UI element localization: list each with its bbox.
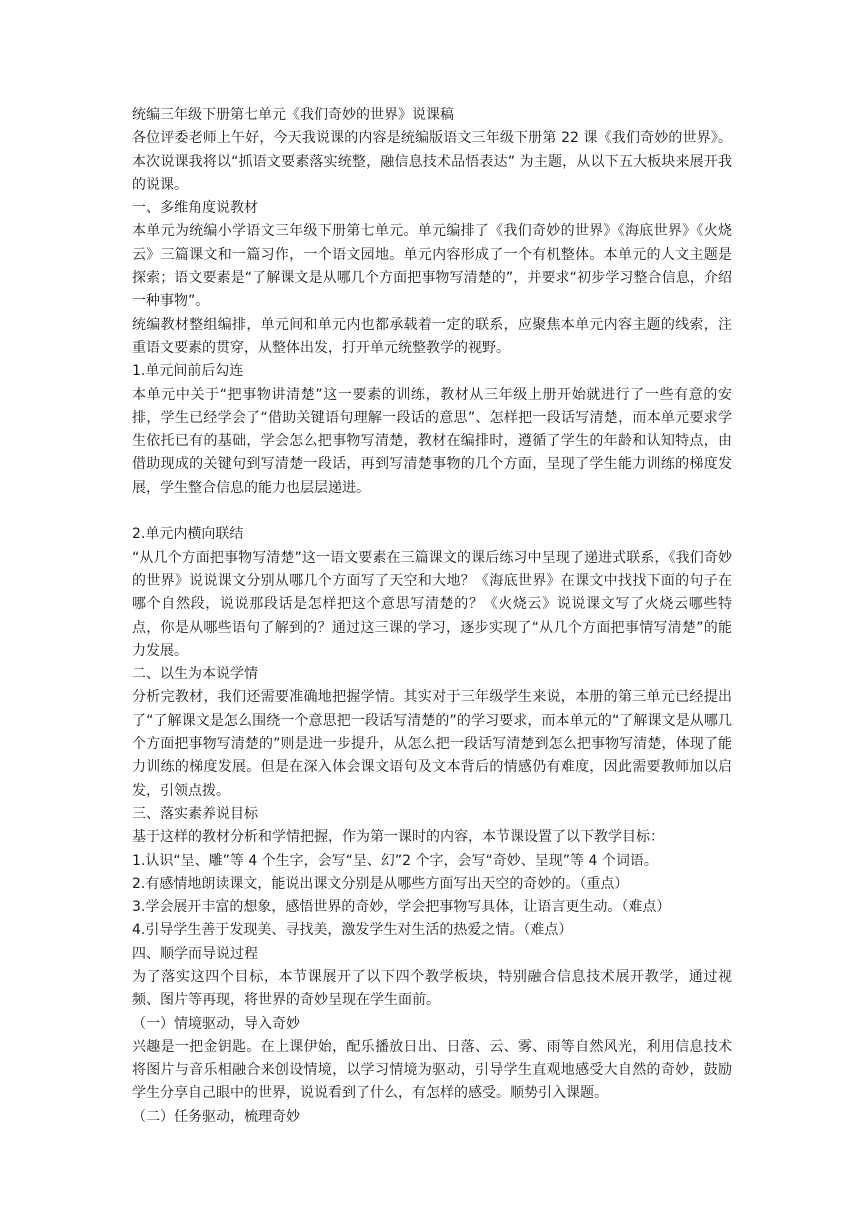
paragraph: 分析完教材，我们还需要准确地把握学情。其实对于三年级学生来说，本册的第三单元已经提出了“了解课文是怎么围绕一个意思把一段话写清楚的”的学习要求，而本单元的“了解课文是从哪几个方面把事物写清楚的”则是进一步提升，从怎么把一段话写清楚到怎么把事物写清楚，体现了能力训练的梯度发展。但是在深入体会课文语句及文本背后的情感仍有难度，因此需要教师加以启发，引领点拨。 <box>132 689 732 799</box>
section-heading-2: 二、以生为本说学情 <box>132 666 258 683</box>
paragraph: 兴趣是一把金钥匙。在上课伊始，配乐播放日出、日落、云、雾、雨等自然风光，利用信息技术将图片与音乐相融合来创设情境，以学习情境为驱动，引导学生直观地感受大自然的奇妙，鼓励学生分享自己眼中的世界，说说看到了什么，有怎样的感受。顺势引入课题。 <box>132 1038 732 1102</box>
section-heading-3: 三、落实素养说目标 <box>132 805 258 822</box>
section-heading-1: 一、多维角度说教材 <box>132 200 258 217</box>
section-heading-4: 四、顺学而导说过程 <box>132 945 258 962</box>
blank-line <box>132 500 732 523</box>
paragraph-intro: 各位评委老师上午好，今天我说课的内容是统编版语文三年级下册第 22 课《我们奇妙的世界》。本次说课我将以“抓语文要素落实统整，融信息技术品悟表达” 为主题，从以下五大板块来展开我的说课。 <box>132 130 732 193</box>
objective-item: 2.有感情地朗读课文，能说出课文分别是从哪些方面写出天空的奇妙的。（重点） <box>132 875 629 892</box>
paragraph: 统编教材整组编排，单元间和单元内也都承载着一定的联系，应聚焦本单元内容主题的线索，注重语文要素的贯穿，从整体出发，打开单元统整教学的视野。 <box>132 316 732 356</box>
objective-item: 3.学会展开丰富的想象，感悟世界的奇妙，学会把事物写具体，让语言更生动。（难点） <box>132 899 671 916</box>
subheading: 2.单元内横向联结 <box>132 526 244 543</box>
subheading: （一）情境驱动，导入奇妙 <box>132 1015 300 1032</box>
subheading: （二）任务驱动，梳理奇妙 <box>132 1108 300 1125</box>
objective-item: 1.认识“呈、雕”等 4 个生字，会写“呈、幻”2 个字，会写“奇妙、呈现”等 4 个词语。 <box>132 852 658 869</box>
objective-item: 4.引导学生善于发现美、寻找美，激发学生对生活的热爱之情。（难点） <box>132 922 573 939</box>
subheading: 1.单元间前后勾连 <box>132 363 244 380</box>
document-title: 统编三年级下册第七单元《我们奇妙的世界》说课稿 <box>132 107 454 123</box>
paragraph: 本单元中关于“把事物讲清楚”这一要素的训练，教材从三年级上册开始就进行了一些有意的安排，学生已经学会了“借助关键语句理解一段话的意思”、怎样把一段话写清楚，而本单元要求学生依托已有的基础，学会怎么把事物写清楚，教材在编排时，遵循了学生的年龄和认知特点，由借助现成的关键句到写清楚一段话，再到写清楚事物的几个方面，呈现了学生能力训练的梯度发展，学生整合信息的能力也层层递进。 <box>132 386 732 496</box>
paragraph: 本单元为统编小学语文三年级下册第七单元。单元编排了《我们奇妙的世界》《海底世界》《火烧云》三篇课文和一篇习作，一个语文园地。单元内容形成了一个有机整体。本单元的人文主题是探索；语文要素是“了解课文是从哪几个方面把事物写清楚的”，并要求“初步学习整合信息，介绍一种事物”。 <box>132 223 732 310</box>
document-body <box>132 104 732 1129</box>
paragraph: “从几个方面把事物写清楚”这一语文要素在三篇课文的课后练习中呈现了递进式联系，《我们奇妙的世界》说说课文分别从哪几个方面写了天空和大地？《海底世界》在课文中找找下面的句子在哪个自然段，说说那段话是怎样把这个意思写清楚的？《火烧云》说说课文写了火烧云哪些特点，你是从哪些语句了解到的？通过这三课的学习，逐步实现了“从几个方面把事情写清楚”的能力发展。 <box>132 549 732 659</box>
paragraph: 为了落实这四个目标，本节课展开了以下四个教学板块，特别融合信息技术展开教学，通过视频、图片等再现，将世界的奇妙呈现在学生面前。 <box>132 968 732 1009</box>
paragraph: 基于这样的教材分析和学情把握，作为第一课时的内容，本节课设置了以下教学目标： <box>132 829 664 846</box>
